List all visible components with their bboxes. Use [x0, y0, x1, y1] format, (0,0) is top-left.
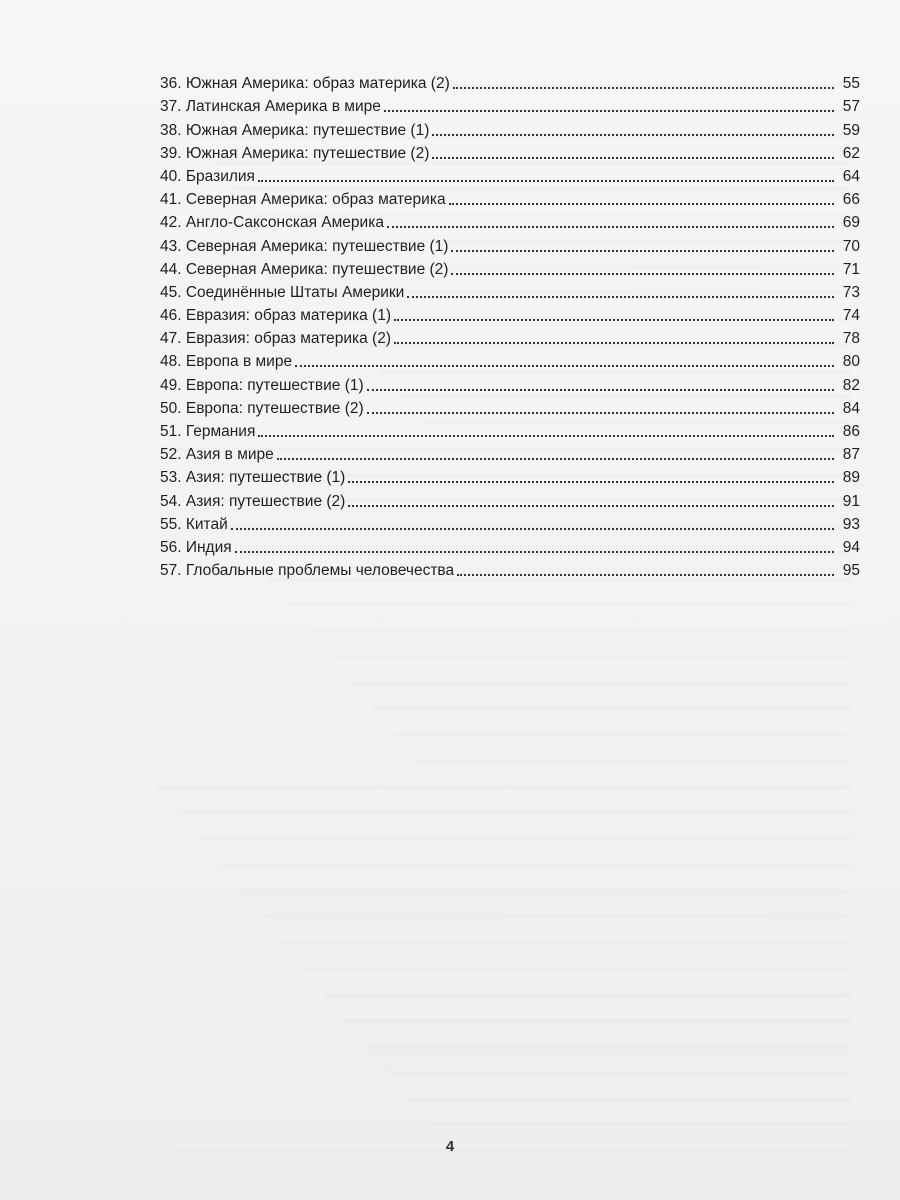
dot-leader: [367, 412, 834, 414]
toc-entry-title: 43. Северная Америка: путешествие (1): [160, 237, 449, 255]
dot-leader: [231, 528, 834, 530]
toc-entry-page: 71: [842, 260, 860, 278]
toc-entry: [160, 557, 860, 580]
page-number: 4: [445, 1138, 455, 1155]
toc-entry-page: 70: [842, 237, 860, 255]
toc-entry-page: 73: [842, 283, 860, 301]
toc-entry-title: 39. Южная Америка: путешествие (2): [160, 144, 430, 162]
bleed-through-line: [304, 944, 850, 970]
toc-entry-page: 86: [842, 423, 860, 440]
toc-entry-title: 40. Бразилия: [160, 167, 255, 185]
dot-leader: [348, 481, 834, 483]
toc-entry: [160, 325, 860, 348]
toc-entry-title: 41. Северная Америка: образ материка: [160, 191, 446, 209]
toc-entry-page: 84: [842, 399, 860, 417]
toc-entry: [160, 302, 860, 325]
toc-entry: [160, 232, 860, 255]
toc-entry-page: 59: [842, 121, 860, 139]
bleed-through-line: [353, 658, 850, 684]
toc-entry: [160, 209, 860, 232]
dot-leader: [394, 319, 834, 321]
toc-entry: [160, 487, 860, 510]
toc-entry-page: 94: [842, 538, 860, 556]
toc-entry: [160, 186, 860, 209]
dot-leader: [453, 87, 834, 89]
dot-leader: [295, 365, 834, 367]
toc-entry: [160, 395, 860, 418]
dot-leader: [348, 505, 834, 507]
toc-entry: [160, 464, 860, 487]
toc-entry-title: 49. Европа: путешествие (1): [160, 376, 364, 394]
bleed-through-line: [283, 918, 850, 944]
toc-entry: [160, 348, 860, 371]
toc-entry-title: 50. Европа: путешествие (2): [160, 399, 364, 417]
toc-entry-title: 48. Европа в мире: [160, 353, 293, 371]
dot-leader: [258, 435, 834, 437]
toc-entry-page: 78: [842, 330, 860, 348]
toc-entry-title: 54. Азия: путешествие (2): [160, 492, 346, 510]
dot-leader: [394, 342, 834, 344]
toc-entry: [160, 418, 860, 441]
toc-entry-title: 47. Евразия: образ материка (2): [160, 330, 391, 348]
toc-entry-page: 80: [842, 353, 860, 371]
toc-entry: [160, 511, 860, 534]
dot-leader: [451, 273, 834, 275]
toc-entry-page: 62: [842, 144, 860, 162]
toc-entry: [160, 93, 860, 116]
toc-entry-page: 64: [842, 167, 860, 185]
toc-entry-page: 55: [842, 75, 860, 93]
dot-leader: [235, 551, 834, 553]
dot-leader: [258, 180, 834, 182]
bleed-through-line: [388, 1048, 850, 1074]
bleed-through-line: [416, 736, 850, 762]
toc-entry: [160, 256, 860, 279]
toc-entry-title: 56. Индия: [160, 538, 232, 556]
bleed-through-line: [157, 762, 850, 788]
bleed-through-line: [409, 1074, 850, 1100]
bleed-through-line: [374, 684, 850, 710]
bleed-through-line: [290, 580, 850, 606]
toc-entry: [160, 371, 860, 394]
toc-entry-page: 89: [842, 469, 860, 487]
dot-leader: [277, 458, 834, 460]
toc-entry-page: 95: [842, 562, 860, 580]
bleed-through-line: [262, 892, 850, 918]
table-of-contents: [160, 70, 860, 580]
dot-leader: [407, 296, 834, 298]
bleed-through-line: [178, 788, 850, 814]
bleed-through-line: [311, 606, 850, 632]
toc-entry-title: 38. Южная Америка: путешествие (1): [160, 121, 430, 139]
bleed-through-line: [367, 1022, 850, 1048]
toc-entry-page: 66: [842, 191, 860, 209]
toc-entry-title: 55. Китай: [160, 515, 228, 533]
toc-entry-title: 37. Латинская Америка в мире: [160, 98, 381, 116]
toc-entry-title: 45. Соединённые Штаты Америки: [160, 283, 405, 301]
bleed-through-line: [199, 814, 850, 840]
dot-leader: [387, 226, 834, 228]
toc-entry: [160, 441, 860, 464]
toc-entry: [160, 70, 860, 93]
toc-entry-page: 93: [842, 515, 860, 533]
dot-leader: [451, 250, 834, 252]
toc-entry: [160, 116, 860, 139]
dot-leader: [432, 134, 834, 136]
toc-entry-title: 52. Азия в мире: [160, 446, 274, 464]
toc-entry-page: 82: [842, 376, 860, 394]
dot-leader: [457, 574, 834, 576]
toc-entry-title: 57. Глобальные проблемы человечества: [160, 562, 455, 580]
toc-entry-page: 69: [842, 214, 860, 232]
toc-entry-title: 51. Германия: [160, 423, 256, 440]
toc-entry-page: 57: [842, 98, 860, 116]
dot-leader: [384, 110, 834, 112]
toc-entry-title: 53. Азия: путешествие (1): [160, 469, 346, 487]
bleed-through-line: [430, 1100, 850, 1126]
toc-entry-page: 74: [842, 307, 860, 325]
toc-entry: [160, 163, 860, 186]
bleed-through-line: [325, 970, 850, 996]
toc-entry-title: 36. Южная Америка: образ материка (2): [160, 75, 450, 93]
toc-entry: [160, 534, 860, 557]
toc-entry: [160, 140, 860, 163]
toc-entry: [160, 279, 860, 302]
toc-entry-page: 87: [842, 446, 860, 464]
bleed-through-line: [395, 710, 850, 736]
bleed-through-line: [332, 632, 850, 658]
toc-entry-page: 91: [842, 492, 860, 510]
bleed-through-line: [241, 866, 850, 892]
dot-leader: [367, 389, 834, 391]
dot-leader: [449, 203, 834, 205]
bleed-through-line: [346, 996, 850, 1022]
toc-entry-title: 44. Северная Америка: путешествие (2): [160, 260, 449, 278]
bleed-through-line: [220, 840, 850, 866]
toc-entry-title: 46. Евразия: образ материка (1): [160, 307, 391, 325]
toc-entry-title: 42. Англо-Саксонская Америка: [160, 214, 384, 232]
dot-leader: [432, 157, 834, 159]
